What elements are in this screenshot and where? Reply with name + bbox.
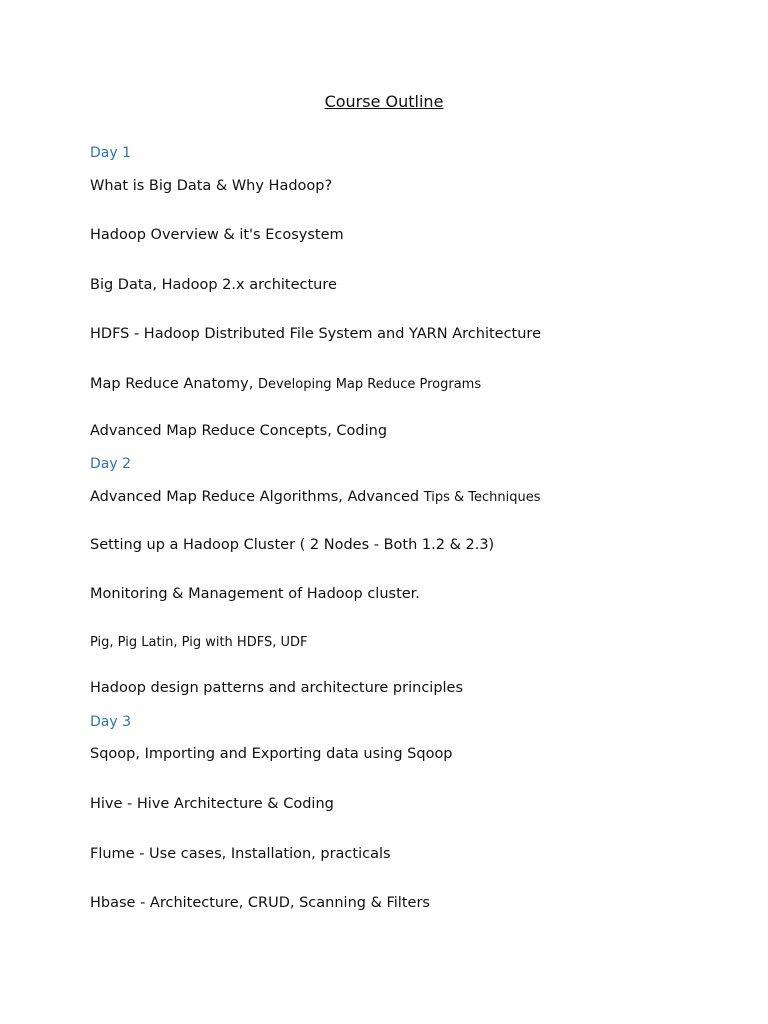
outline-item: Setting up a Hadoop Cluster ( 2 Nodes - Both 1.2 & 2.3) — [90, 537, 495, 553]
outline-item: Map Reduce Anatomy, Developing Map Reduce Programs — [90, 376, 482, 392]
outline-item: Big Data, Hadoop 2.x architecture — [90, 277, 337, 293]
outline-item: Pig, Pig Latin, Pig with HDFS, UDF — [90, 635, 308, 650]
outline-item: HDFS - Hadoop Distributed File System and YARN Architecture — [90, 326, 541, 342]
outline-item: Hive - Hive Architecture & Coding — [90, 796, 334, 812]
outline-item: Advanced Map Reduce Algorithms, Advanced Tips & Techniques — [90, 489, 541, 505]
outline-item: Hadoop design patterns and architecture principles — [90, 680, 464, 696]
outline-item: Advanced Map Reduce Concepts, Coding — [90, 423, 388, 439]
day-heading: Day 3 — [90, 714, 132, 730]
day-heading: Day 2 — [90, 456, 132, 472]
outline-item: Sqoop, Importing and Exporting data using Sqoop — [90, 746, 453, 762]
outline-item: What is Big Data & Why Hadoop? — [90, 178, 333, 194]
outline-item: Monitoring & Management of Hadoop cluster. — [90, 586, 420, 602]
page-title: Course Outline — [324, 92, 444, 111]
day-heading: Day 1 — [90, 145, 132, 161]
outline-item: Flume - Use cases, Installation, practicals — [90, 846, 391, 862]
outline-item: Hbase - Architecture, CRUD, Scanning & Filters — [90, 895, 430, 911]
outline-item: Hadoop Overview & it's Ecosystem — [90, 227, 344, 243]
